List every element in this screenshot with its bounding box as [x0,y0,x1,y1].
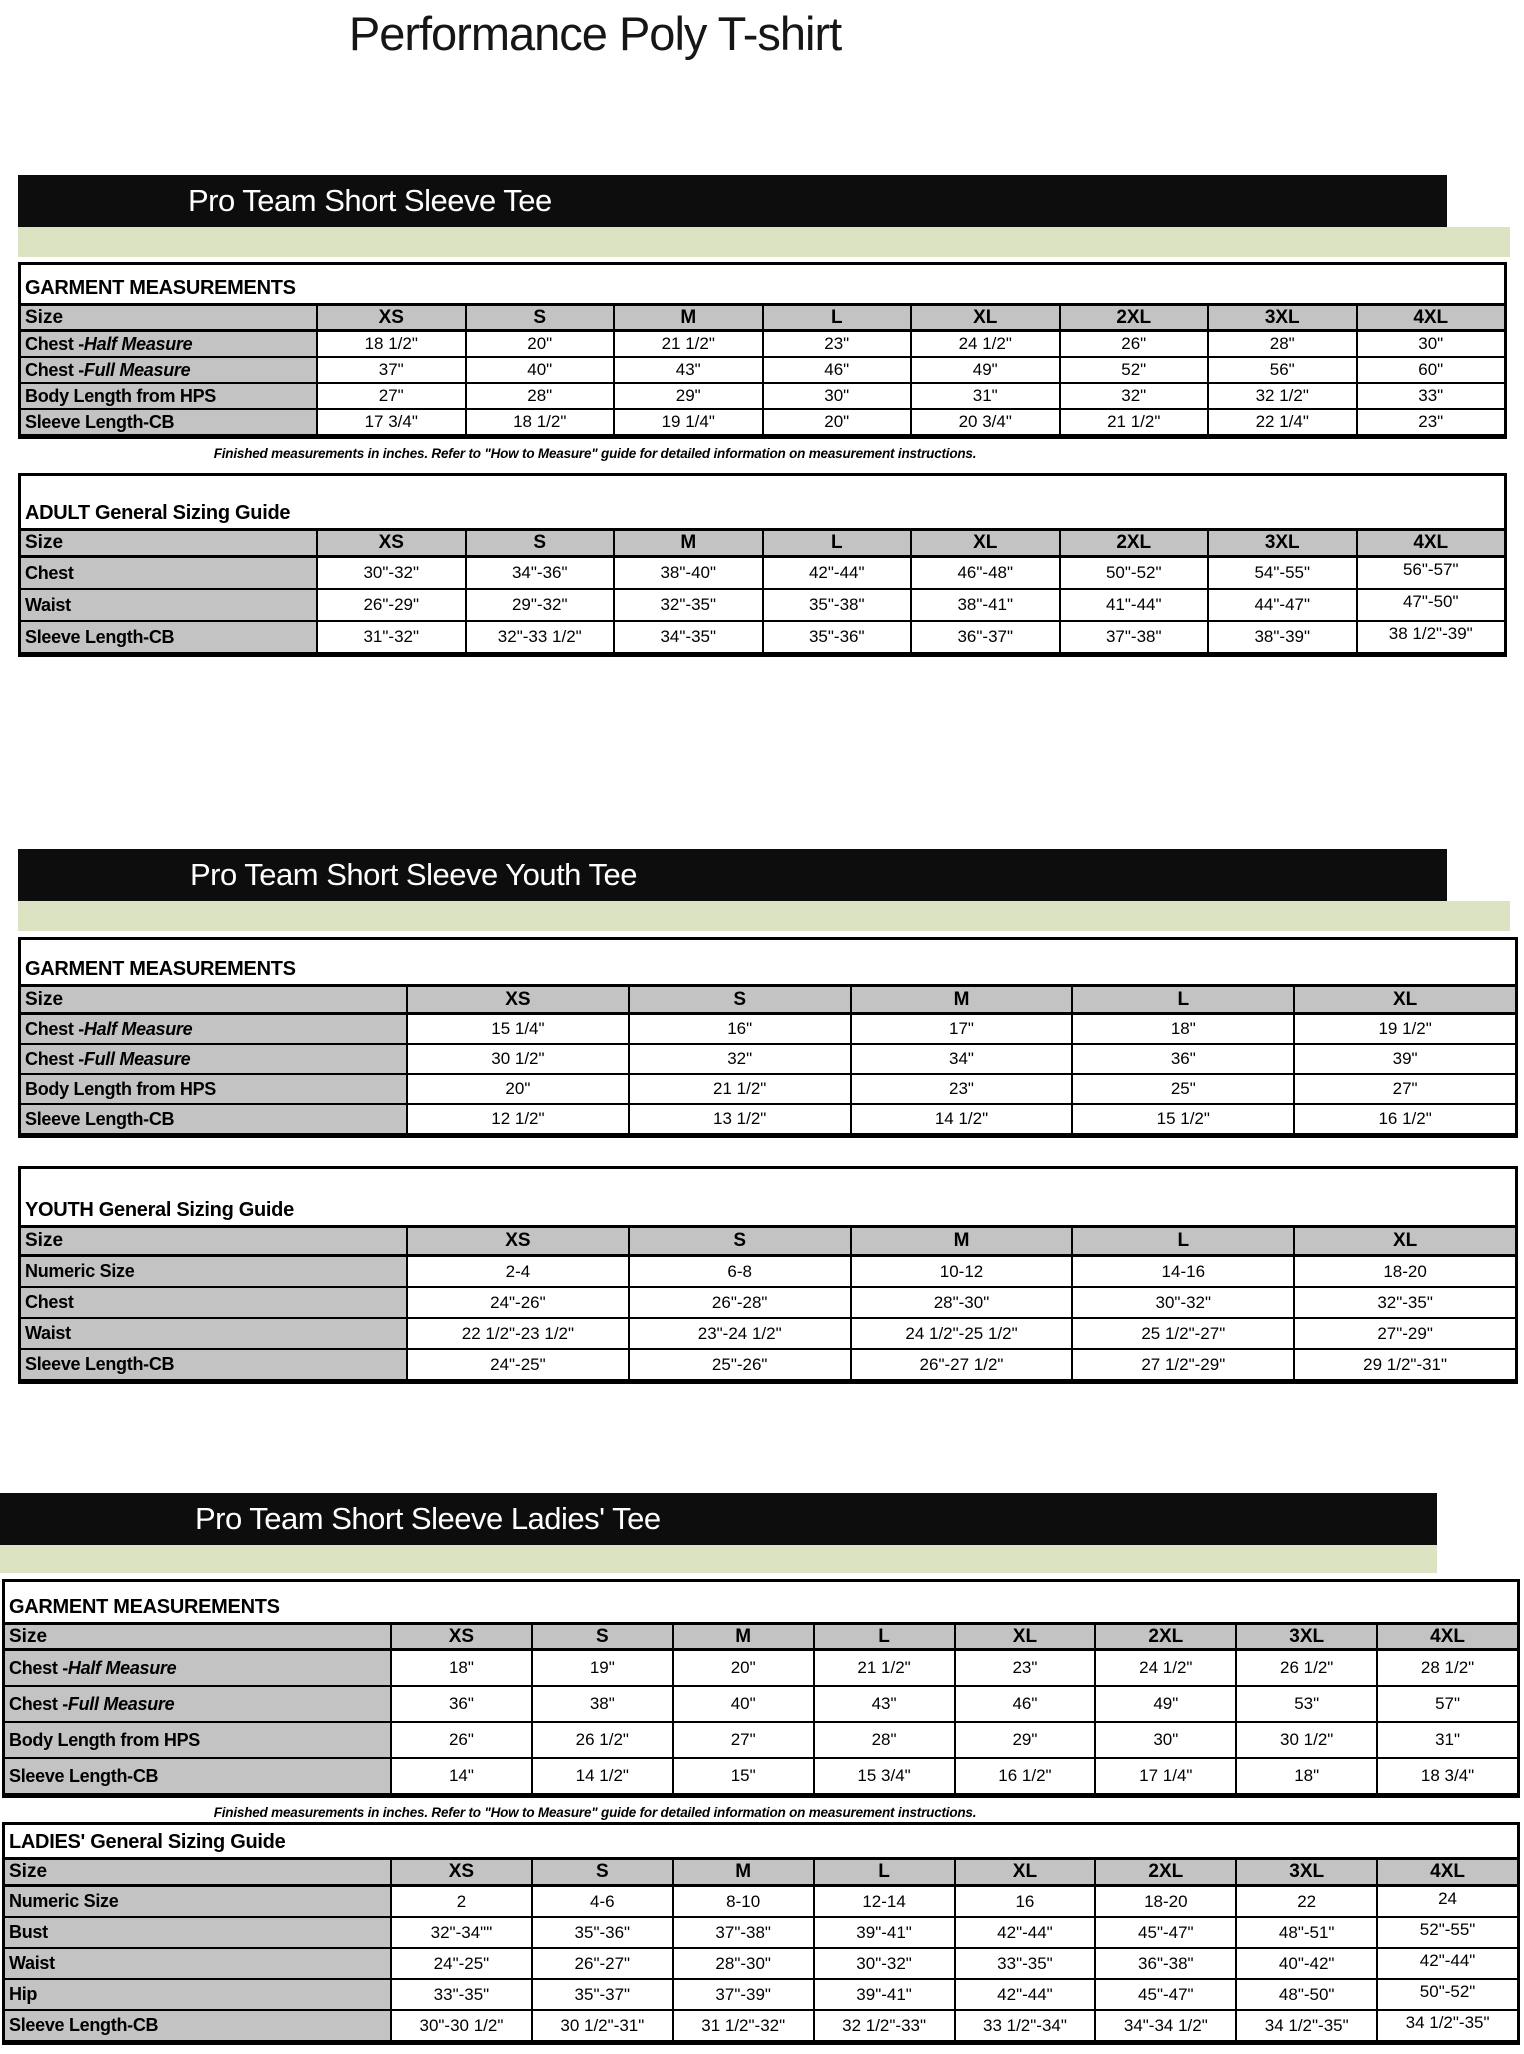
cell-value: 35"-38" [762,590,911,622]
cell-value: 12 1/2" [406,1105,628,1135]
cell-value: 28"-30" [672,1949,813,1980]
cell-value: 43" [813,1687,954,1723]
cell-value: 23"-24 1/2" [628,1319,850,1350]
column-header: M [850,987,1072,1015]
column-header: S [531,1860,672,1887]
cell-value: 37"-39" [672,1980,813,2011]
column-header: M [672,1860,813,1887]
column-header: L [1071,1228,1293,1257]
cell-value: 33" [1356,384,1505,410]
column-header: 2XL [1059,531,1208,558]
cell-value: 39"-41" [813,1980,954,2011]
cell-value: 19" [531,1651,672,1687]
cell-value: 6-8 [628,1257,850,1288]
column-header: XL [910,306,1059,332]
cell-value: 15 3/4" [813,1759,954,1795]
cell-value: 25 1/2"-27" [1071,1319,1293,1350]
cell-value: 46"-48" [910,558,1059,590]
cell-value: 23" [762,332,911,358]
table-caption: GARMENT MEASUREMENTS [21,265,1504,306]
accent-band [18,901,1510,931]
cell-value: 15 1/2" [1071,1105,1293,1135]
cell-value: 31" [910,384,1059,410]
cell-value: 18" [1235,1759,1376,1795]
cell-value: 46" [762,358,911,384]
row-label-text: Numeric Size [25,1261,135,1281]
cell-value: 38 1/2"-39" [1356,622,1505,654]
row-label-text: Chest - [25,333,84,354]
cell-value: 10-12 [850,1257,1072,1288]
cell-value: 24"-25" [390,1949,531,1980]
column-header: L [813,1860,954,1887]
cell-value: 28" [1207,332,1356,358]
cell-value: 17 1/4" [1094,1759,1235,1795]
column-header: L [762,531,911,558]
cell-value: 23" [850,1075,1072,1105]
cell-value: 16" [628,1015,850,1045]
cell-value: 23" [1356,410,1505,436]
column-header: S [465,531,614,558]
table-caption: LADIES' General Sizing Guide [5,1825,1517,1860]
cell-value: 18 1/2" [316,332,465,358]
column-header: 3XL [1235,1860,1376,1887]
cell-value: 20" [762,410,911,436]
banner-title: Pro Team Short Sleeve Youth Tee [190,857,637,892]
column-header: 2XL [1094,1625,1235,1651]
row-label-italic: Half Measure [83,1018,193,1039]
row-label [21,1045,406,1075]
cell-value: 16 1/2" [1293,1105,1515,1135]
cell-value: 47"-50" [1356,590,1505,622]
cell-value: 28" [465,384,614,410]
cell-value: 26" [1059,332,1208,358]
cell-value: 27"-29" [1293,1319,1515,1350]
cell-value: 29" [954,1723,1095,1759]
cell-value: 23" [954,1651,1095,1687]
column-header: L [813,1625,954,1651]
cell-value: 18 1/2" [465,410,614,436]
column-header: Size [21,1228,406,1257]
row-label-text: Sleeve Length-CB [25,1354,175,1374]
row-label [21,410,316,436]
row-label [5,1687,390,1723]
cell-value: 30"-32" [1071,1288,1293,1319]
cell-value: 19 1/4" [613,410,762,436]
table-caption: GARMENT MEASUREMENTS [21,940,1515,987]
row-label-italic: Full Measure [83,359,191,380]
row-label [21,558,316,590]
cell-value: 20" [406,1075,628,1105]
row-label-text: Body Length from HPS [25,1078,216,1099]
cell-value: 39"-41" [813,1918,954,1949]
cell-value: 46" [954,1687,1095,1723]
cell-value: 30" [762,384,911,410]
cell-value: 56"-57" [1356,558,1505,590]
cell-value: 49" [910,358,1059,384]
cell-value: 21 1/2" [628,1075,850,1105]
cell-value: 17" [850,1015,1072,1045]
cell-value: 27" [672,1723,813,1759]
row-label-text: Chest - [25,1048,84,1069]
cell-value: 35"-36" [531,1918,672,1949]
cell-value: 32"-35" [613,590,762,622]
cell-value: 21 1/2" [613,332,762,358]
cell-value: 31 1/2"-32" [672,2011,813,2042]
cell-value: 32" [1059,384,1208,410]
banner-title: Pro Team Short Sleeve Ladies' Tee [195,1501,661,1536]
column-header: 4XL [1356,306,1505,332]
row-label [5,1949,390,1980]
cell-value: 19 1/2" [1293,1015,1515,1045]
cell-value: 44"-47" [1207,590,1356,622]
column-header: XS [390,1860,531,1887]
column-header: L [762,306,911,332]
table-caption: ADULT General Sizing Guide [21,476,1504,531]
cell-value: 32" [628,1045,850,1075]
cell-value: 50"-52" [1376,1980,1517,2011]
row-label-text: Chest - [25,359,84,380]
cell-value: 24"-25" [406,1350,628,1381]
row-label-text: Body Length from HPS [25,385,216,406]
row-label [5,1759,390,1795]
cell-value: 48"-50" [1235,1980,1376,2011]
row-label [21,1319,406,1350]
cell-value: 34 1/2"-35" [1235,2011,1376,2042]
cell-value: 22 1/4" [1207,410,1356,436]
youth-sizing-guide-table [18,1166,1518,1384]
row-label [5,1887,390,1918]
cell-value: 16 1/2" [954,1759,1095,1795]
column-header: L [1071,987,1293,1015]
cell-value: 35"-36" [762,622,911,654]
cell-value: 30 1/2"-31" [531,2011,672,2042]
cell-value: 14-16 [1071,1257,1293,1288]
cell-value: 14 1/2" [531,1759,672,1795]
column-header: 3XL [1207,306,1356,332]
cell-value: 21 1/2" [813,1651,954,1687]
cell-value: 30"-30 1/2" [390,2011,531,2042]
cell-value: 24 1/2"-25 1/2" [850,1319,1072,1350]
cell-value: 57" [1376,1687,1517,1723]
row-label-text: Waist [9,1953,55,1973]
row-label-text: Waist [25,1323,71,1343]
row-label [21,1288,406,1319]
column-header: S [531,1625,672,1651]
column-header: Size [21,306,316,332]
column-header: XS [316,531,465,558]
cell-value: 34"-35" [613,622,762,654]
row-label-text: Waist [25,594,71,615]
cell-value: 37"-38" [672,1918,813,1949]
row-label-text: Hip [9,1984,38,2004]
cell-value: 24 [1376,1887,1517,1918]
row-label [21,622,316,654]
row-label-italic: Full Measure [83,1048,191,1069]
row-label-italic: Half Measure [83,333,193,354]
cell-value: 40" [672,1687,813,1723]
cell-value: 37" [316,358,465,384]
table-caption: GARMENT MEASUREMENTS [5,1582,1517,1625]
column-header: XL [1293,987,1515,1015]
column-header: S [628,1228,850,1257]
column-header: Size [21,531,316,558]
cell-value: 35"-37" [531,1980,672,2011]
row-label [21,332,316,358]
row-label [21,384,316,410]
row-label-text: Body Length from HPS [9,1729,200,1750]
cell-value: 53" [1235,1687,1376,1723]
row-label [21,1350,406,1381]
column-header: 4XL [1356,531,1505,558]
cell-value: 36"-37" [910,622,1059,654]
adult-sizing-guide-table [18,473,1507,657]
cell-value: 34"-36" [465,558,614,590]
cell-value: 15" [672,1759,813,1795]
cell-value: 38"-40" [613,558,762,590]
cell-value: 31" [1376,1723,1517,1759]
cell-value: 26 1/2" [1235,1651,1376,1687]
column-header: 3XL [1235,1625,1376,1651]
cell-value: 15 1/4" [406,1015,628,1045]
row-label-italic: Full Measure [67,1693,175,1714]
cell-value: 25" [1071,1075,1293,1105]
cell-value: 22 [1235,1887,1376,1918]
cell-value: 26"-28" [628,1288,850,1319]
cell-value: 40"-42" [1235,1949,1376,1980]
cell-value: 39" [1293,1045,1515,1075]
cell-value: 13 1/2" [628,1105,850,1135]
cell-value: 28" [813,1723,954,1759]
ladies-sizing-guide-table [2,1822,1520,2045]
cell-value: 29" [613,384,762,410]
row-label-text: Chest [25,1292,74,1312]
row-label [21,358,316,384]
section-banner-ladies [0,1493,1437,1545]
measurement-note: Finished measurements in inches. Refer to "How to Measure" guide for detailed information on measurement instructions. [213,1805,977,1820]
cell-value: 30" [1094,1723,1235,1759]
cell-value: 42"-44" [954,1918,1095,1949]
row-label-text: Bust [9,1922,48,1942]
cell-value: 48"-51" [1235,1918,1376,1949]
column-header: M [613,306,762,332]
cell-value: 40" [465,358,614,384]
cell-value: 42"-44" [762,558,911,590]
row-label [5,2011,390,2042]
adult-garment-table [18,262,1507,439]
column-header: 3XL [1207,531,1356,558]
column-header: Size [21,987,406,1015]
row-label [5,1918,390,1949]
cell-value: 42"-44" [954,1980,1095,2011]
cell-value: 2-4 [406,1257,628,1288]
column-header: M [672,1625,813,1651]
cell-value: 52" [1059,358,1208,384]
row-label [5,1723,390,1759]
row-label-text: Numeric Size [9,1891,119,1911]
row-label [5,1980,390,2011]
accent-band [18,227,1510,257]
cell-value: 32 1/2"-33" [813,2011,954,2042]
cell-value: 26 1/2" [531,1723,672,1759]
column-header: XS [406,987,628,1015]
cell-value: 28 1/2" [1376,1651,1517,1687]
cell-value: 24 1/2" [910,332,1059,358]
cell-value: 26"-29" [316,590,465,622]
cell-value: 45"-47" [1094,1980,1235,2011]
row-label-italic: Half Measure [67,1657,177,1678]
cell-value: 33"-35" [390,1980,531,2011]
cell-value: 31"-32" [316,622,465,654]
cell-value: 14" [390,1759,531,1795]
cell-value: 54"-55" [1207,558,1356,590]
cell-value: 30 1/2" [406,1045,628,1075]
cell-value: 33 1/2"-34" [954,2011,1095,2042]
cell-value: 4-6 [531,1887,672,1918]
column-header: XS [406,1228,628,1257]
column-header: XS [316,306,465,332]
row-label [21,590,316,622]
youth-garment-table [18,937,1518,1138]
cell-value: 45"-47" [1094,1918,1235,1949]
cell-value: 2 [390,1887,531,1918]
page-title: Performance Poly T-shirt [348,7,842,60]
cell-value: 60" [1356,358,1505,384]
ladies-garment-table [2,1579,1520,1798]
cell-value: 42"-44" [1376,1949,1517,1980]
cell-value: 20 3/4" [910,410,1059,436]
cell-value: 32"-34"" [390,1918,531,1949]
cell-value: 36" [390,1687,531,1723]
column-header: XS [390,1625,531,1651]
row-label-text: Chest [25,562,74,583]
cell-value: 29"-32" [465,590,614,622]
column-header: XL [1293,1228,1515,1257]
cell-value: 27 1/2"-29" [1071,1350,1293,1381]
cell-value: 18-20 [1293,1257,1515,1288]
cell-value: 33"-35" [954,1949,1095,1980]
cell-value: 30 1/2" [1235,1723,1376,1759]
accent-band [0,1545,1437,1573]
cell-value: 27" [1293,1075,1515,1105]
cell-value: 18-20 [1094,1887,1235,1918]
cell-value: 24"-26" [406,1288,628,1319]
cell-value: 29 1/2"-31" [1293,1350,1515,1381]
cell-value: 26"-27" [531,1949,672,1980]
cell-value: 20" [672,1651,813,1687]
row-label-text: Chest - [9,1657,68,1678]
cell-value: 18" [390,1651,531,1687]
cell-value: 50"-52" [1059,558,1208,590]
section-ladies [0,1493,1524,2045]
section-adult [0,175,1524,657]
row-label [21,1075,406,1105]
section-banner-adult [18,175,1447,227]
measurement-note: Finished measurements in inches. Refer to "How to Measure" guide for detailed information on measurement instructions. [213,446,977,461]
cell-value: 21 1/2" [1059,410,1208,436]
cell-value: 43" [613,358,762,384]
row-label [21,1015,406,1045]
row-label-text: Sleeve Length-CB [9,1765,159,1786]
cell-value: 32"-33 1/2" [465,622,614,654]
row-label-text: Sleeve Length-CB [25,626,175,647]
column-header: Size [5,1860,390,1887]
cell-value: 27" [316,384,465,410]
cell-value: 8-10 [672,1887,813,1918]
cell-value: 17 3/4" [316,410,465,436]
cell-value: 18" [1071,1015,1293,1045]
cell-value: 41"-44" [1059,590,1208,622]
cell-value: 52"-55" [1376,1918,1517,1949]
cell-value: 56" [1207,358,1356,384]
cell-value: 32 1/2" [1207,384,1356,410]
section-youth [0,849,1524,1384]
column-header: M [613,531,762,558]
row-label-text: Chest - [25,1018,84,1039]
banner-title: Pro Team Short Sleeve Tee [188,183,552,218]
cell-value: 36" [1071,1045,1293,1075]
row-label-text: Sleeve Length-CB [25,1108,175,1129]
cell-value: 38" [531,1687,672,1723]
column-header: XL [954,1860,1095,1887]
cell-value: 12-14 [813,1887,954,1918]
cell-value: 14 1/2" [850,1105,1072,1135]
cell-value: 34"-34 1/2" [1094,2011,1235,2042]
column-header: 4XL [1376,1860,1517,1887]
cell-value: 38"-41" [910,590,1059,622]
table-caption: YOUTH General Sizing Guide [21,1169,1515,1228]
cell-value: 38"-39" [1207,622,1356,654]
cell-value: 22 1/2"-23 1/2" [406,1319,628,1350]
row-label [21,1105,406,1135]
cell-value: 20" [465,332,614,358]
cell-value: 32"-35" [1293,1288,1515,1319]
cell-value: 24 1/2" [1094,1651,1235,1687]
cell-value: 37"-38" [1059,622,1208,654]
column-header: Size [5,1625,390,1651]
section-banner-youth [18,849,1447,901]
column-header: XL [910,531,1059,558]
column-header: S [465,306,614,332]
row-label [21,1257,406,1288]
document-body [0,175,1524,2045]
cell-value: 36"-38" [1094,1949,1235,1980]
column-header: 2XL [1094,1860,1235,1887]
row-label [5,1651,390,1687]
cell-value: 25"-26" [628,1350,850,1381]
cell-value: 16 [954,1887,1095,1918]
column-header: XL [954,1625,1095,1651]
cell-value: 34 1/2"-35" [1376,2011,1517,2042]
column-header: S [628,987,850,1015]
cell-value: 34" [850,1045,1072,1075]
cell-value: 30"-32" [813,1949,954,1980]
cell-value: 28"-30" [850,1288,1072,1319]
column-header: 2XL [1059,306,1208,332]
column-header: 4XL [1376,1625,1517,1651]
cell-value: 26" [390,1723,531,1759]
cell-value: 30" [1356,332,1505,358]
row-label-text: Chest - [9,1693,68,1714]
cell-value: 49" [1094,1687,1235,1723]
row-label-text: Sleeve Length-CB [9,2015,159,2035]
column-header: M [850,1228,1072,1257]
cell-value: 18 3/4" [1376,1759,1517,1795]
row-label-text: Sleeve Length-CB [25,411,175,432]
cell-value: 30"-32" [316,558,465,590]
cell-value: 26"-27 1/2" [850,1350,1072,1381]
